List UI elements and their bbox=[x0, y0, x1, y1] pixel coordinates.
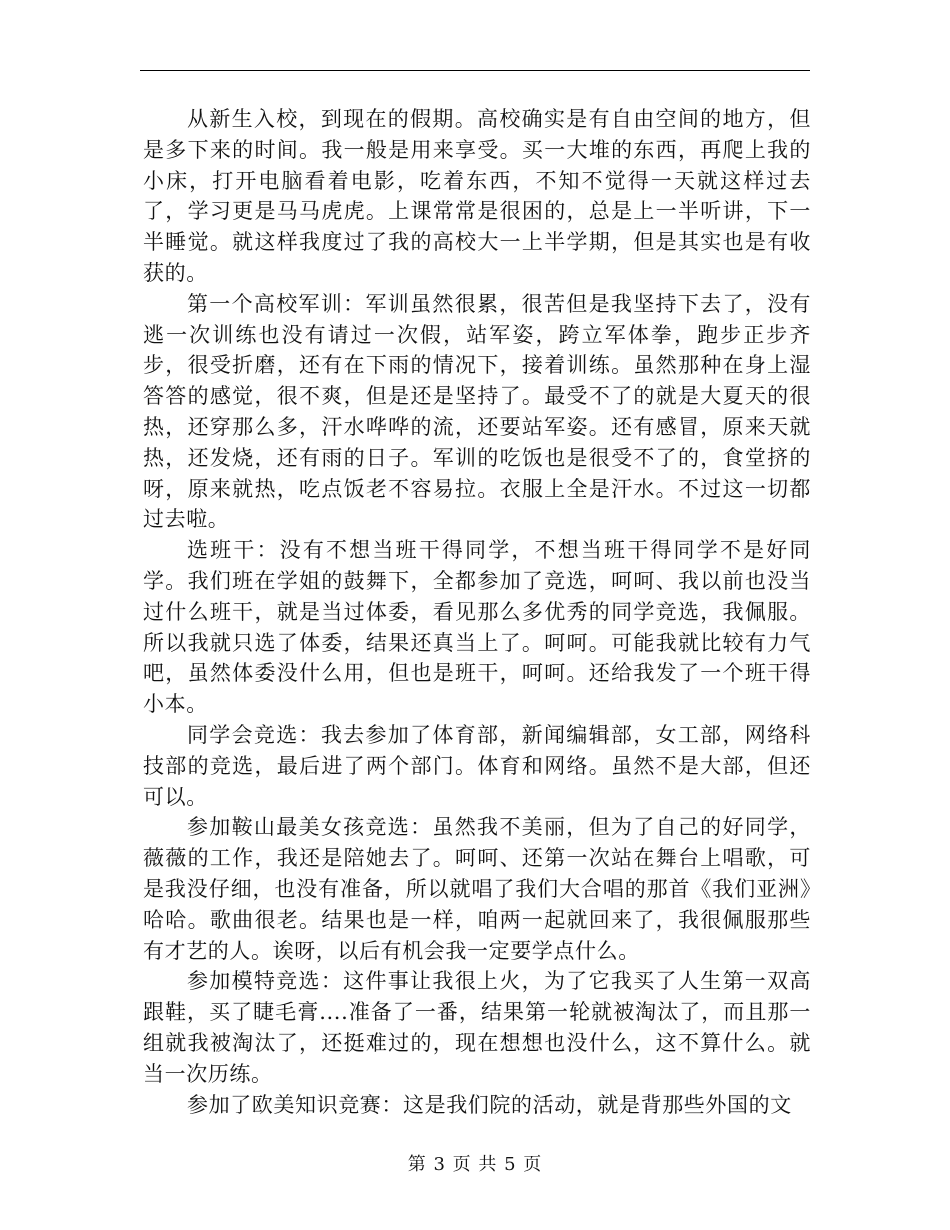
paragraph-freshman: 从新生入校，到现在的假期。高校确实是有自由空间的地方，但是多下来的时间。我一般是用来享受。买一大堆的东西，再爬上我的小床，打开电脑看着电影，吃着东西，不知不觉得一天就这样过去了，学习更是马马虎虎。上课常常是很困的，总是上一半听讲，下一半睡觉。就这样我度过了我的高校大一上半学期，但是其实也是有收获的。 bbox=[143, 107, 811, 285]
paragraph-class-cadre: 选班干：没有不想当班干得同学，不想当班干得同学不是好同学。我们班在学姐的鼓舞下，全都参加了竞选，呵呵、我以前也没当过什么班干，就是当过体委，看见那么多优秀的同学竞选，我佩服。所以我就只选了体委，结果还真当上了。呵呵。可能我就比较有力气吧，虽然体委没什么用，但也是班干，呵呵。还给我发了一个班干得小本。 bbox=[143, 538, 811, 717]
paragraph-student-union: 同学会竞选：我去参加了体育部，新闻编辑部，女工部，网络科技部的竞选，最后进了两个部门。体育和网络。虽然不是大部，但还可以。 bbox=[143, 722, 811, 809]
paragraph-knowledge-contest: 参加了欧美知识竞赛：这是我们院的活动，就是背那些外国的文 bbox=[187, 1092, 792, 1117]
paragraph-model-contest: 参加模特竞选：这件事让我很上火，为了它我买了人生第一双高跟鞋，买了睫毛膏....准备了一番，结果第一轮就被淘汰了，而且那一组就我被淘汰了，还挺难过的，现在想想也没什么，这不算什么。就当一次历练。 bbox=[143, 969, 811, 1086]
paragraph-military-training: 第一个高校军训：军训虽然很累，很苦但是我坚持下去了，没有逃一次训练也没有请过一次假，站军姿，跨立军体拳，跑步正步齐步，很受折磨，还有在下雨的情况下，接着训练。虽然那种在身上湿答答的感觉，很不爽，但是还是坚持了。最受不了的就是大夏天的很热，还穿那么多，汗水哗哗的流，还要站军姿。还有感冒，原来天就热，还发烧，还有雨的日子。军训的吃饭也是很受不了的，食堂挤的呀，原来就热，吃点饭老不容易拉。衣服上全是汗水。不过这一切都过去啦。 bbox=[143, 291, 811, 532]
document-body bbox=[143, 104, 811, 1120]
paragraph-beauty-contest: 参加鞍山最美女孩竞选：虽然我不美丽，但为了自己的好同学，薇薇的工作，我还是陪她去了。呵呵、还第一次站在舞台上唱歌，可是我没仔细，也没有准备，所以就唱了我们大合唱的那首《我们亚洲》哈哈。歌曲很老。结果也是一样，咱两一起就回来了，我很佩服那些有才艺的人。诶呀，以后有机会我一定要学点什么。 bbox=[143, 815, 811, 963]
header-rule bbox=[140, 70, 810, 71]
page-number: 第 3 页 共 5 页 bbox=[407, 1154, 543, 1175]
